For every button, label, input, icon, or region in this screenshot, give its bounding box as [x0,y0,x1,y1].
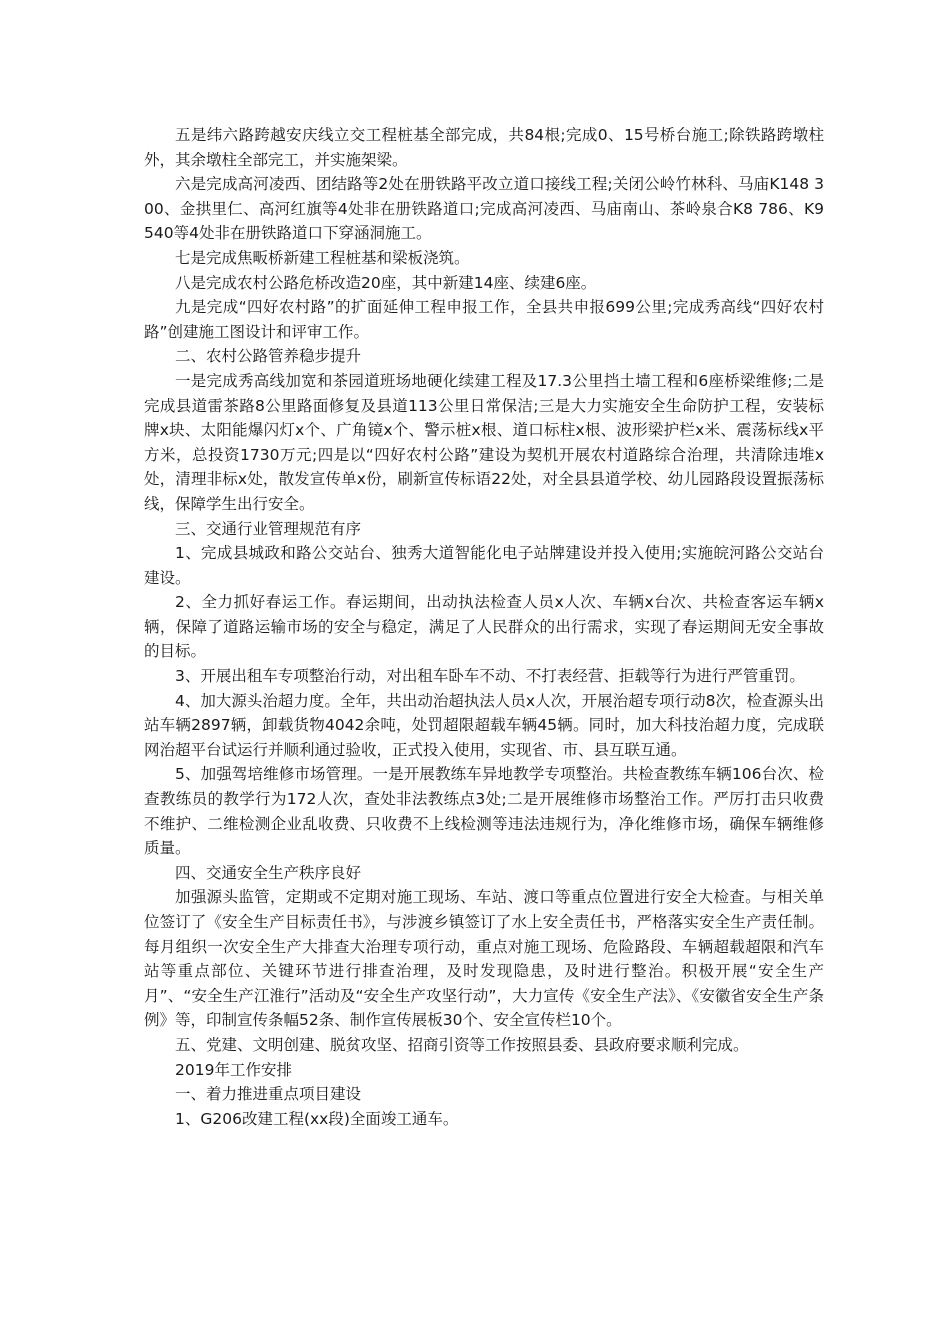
paragraph-13: 5、加强驾培维修市场管理。一是开展教练车异地教学专项整治。共检查教练车辆106台次、检查教练员的教学行为172人次，查处非法教练点3处;二是开展维修市场整治工作。严厉打击只收费不维护、二维检测企业乱收费、只收费不上线检测等违法违规行为，净化维修市场，确保车辆维修质量。 [144,765,824,858]
section-heading-2: 二、农村公路管养稳步提升 [175,347,362,366]
paragraph-10: 2、全力抓好春运工作。春运期间，出动执法检查人员x人次、车辆x台次、共检查客运车辆x辆，保障了道路运输市场的安全与稳定，满足了人民群众的出行需求，实现了春运期间无安全事故的目标。 [144,593,824,661]
paragraph-7: 一是完成秀高线加宽和茶园道班场地硬化续建工程及17.3公里挡土墙工程和6座桥梁维修;二是完成县道雷茶路8公里路面修复及县道113公里日常保洁;三是大力实施安全生命防护工程，安装标牌x块、太阳能爆闪灯x个、广角镜x个、警示桩x根、道口标柱x根、波形梁护栏x米、震荡标线x平方米，总投资1730万元;四是以“四好农村公路”建设为契机开展农村道路综合治理，共清除违堆x处，清理非标x处，散发宣传单x份，刷新宣传标语22处，对全县县道学校、幼儿园路段设置振荡标线，保障学生出行安全。 [144,371,824,513]
plan-section-heading-1: 一、着力推进重点项目建设 [175,1085,362,1104]
paragraph-5: 九是完成“四好农村路”的扩面延伸工程申报工作，全县共申报699公里;完成秀高线“四好农村路”创建施工图设计和评审工作。 [144,298,824,341]
plan-item-1: 1、G206改建工程(xx段)全面竣工通车。 [175,1109,459,1128]
document-body [144,123,824,1131]
paragraph-2: 六是完成高河凌西、团结路等2处在册铁路平改立道口接线工程;关闭公岭竹林科、马庙K148 300、金拱里仁、高河红旗等4处非在册铁路道口;完成高河凌西、马庙南山、茶岭泉合K8 786、K9 540等4处非在册铁路道口下穿涵洞施工。 [144,175,824,243]
paragraph-15: 加强源头监管，定期或不定期对施工现场、车站、渡口等重点位置进行安全大检查。与相关单位签订了《安全生产目标责任书》，与涉渡乡镇签订了水上安全责任书，严格落实安全生产责任制。每月组织一次安全生产大排查大治理专项行动，重点对施工现场、危险路段、车辆超载超限和汽车站等重点部位、关键环节进行排查治理，及时发现隐患，及时进行整治。积极开展“安全生产月”、“安全生产江淮行”活动及“安全生产攻坚行动”，大力宣传《安全生产法》、《安徽省安全生产条例》等，印制宣传条幅52条、制作宣传展板30个、安全宣传栏10个。 [144,888,824,1030]
paragraph-9: 1、完成县城政和路公交站台、独秀大道智能化电子站牌建设并投入使用;实施皖河路公交站台建设。 [144,544,824,587]
paragraph-3: 七是完成焦畈桥新建工程桩基和梁板浇筑。 [175,248,470,267]
section-heading-5: 五、党建、文明创建、脱贫攻坚、招商引资等工作按照县委、县政府要求顺利完成。 [175,1035,749,1054]
paragraph-11: 3、开展出租车专项整治行动，对出租车卧车不动、不打表经营、拒载等行为进行严管重罚。 [175,667,805,686]
paragraph-4: 八是完成农村公路危桥改造20座，其中新建14座、续建6座。 [175,273,597,292]
paragraph-12: 4、加大源头治超力度。全年，共出动治超执法人员x人次，开展治超专项行动8次，检查源头出站车辆2897辆，卸载货物4042余吨，处罚超限超载车辆45辆。同时，加大科技治超力度，完成联网治超平台试运行并顺利通过验收，正式投入使用，实现省、市、县互联互通。 [144,691,824,759]
section-heading-4: 四、交通安全生产秩序良好 [175,863,362,882]
section-heading-3: 三、交通行业管理规范有序 [175,519,362,538]
plan-heading: 2019年工作安排 [175,1060,292,1079]
paragraph-1: 五是纬六路跨越安庆线立交工程桩基全部完成，共84根;完成0、15号桥台施工;除铁路跨墩柱外，其余墩柱全部完工，并实施架梁。 [144,126,824,169]
